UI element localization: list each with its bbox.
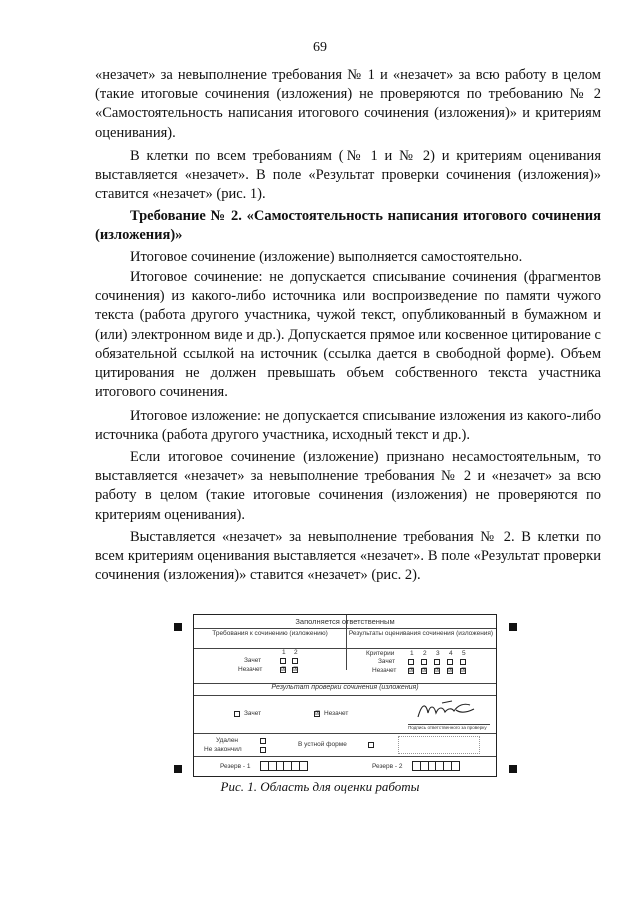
oral-form-label: В устной форме — [298, 741, 347, 748]
form-header: Заполняется ответственным — [295, 617, 395, 626]
registration-mark-bottom-right — [509, 765, 517, 773]
criteria-label: Критерии — [366, 650, 395, 657]
crit-number-3: 3 — [436, 650, 440, 657]
crit2-nezachet-checkbox[interactable]: ☒ — [422, 668, 428, 674]
crit1-zachet-checkbox[interactable] — [408, 659, 414, 665]
crit1-nezachet-checkbox[interactable]: ☒ — [409, 668, 415, 674]
requirement-2-heading: Требование № 2. «Самостоятельность написания итогового сочинения (изложения)» — [95, 208, 601, 244]
reserve-2-field[interactable] — [412, 761, 460, 771]
paragraph-2: В клетки по всем требованиям (№ 1 и № 2) и критериям оценивания выставляется «незачет». В поле «Результат проверки сочинения (изложения)» ставится «незачет» (рис. 1). — [95, 148, 601, 203]
page-number: 69 — [313, 40, 327, 55]
reserve-2-label: Резерв - 2 — [372, 763, 403, 770]
paragraph-3: Итоговое сочинение (изложение) выполняется самостоятельно. — [130, 249, 523, 265]
crit4-nezachet-checkbox[interactable]: ☒ — [448, 668, 454, 674]
paragraph-5: Итоговое изложение: не допускается списывание изложения из какого-либо источника (работа другого участника, исходный текст и др.). — [95, 408, 601, 444]
ne-zakonchil-checkbox[interactable] — [260, 747, 266, 753]
signature-caption: Подпись ответственного за проверку — [408, 725, 487, 730]
req2-zachet-checkbox[interactable] — [292, 658, 298, 664]
req-zachet-label: Зачет — [244, 657, 262, 664]
signature-icon — [412, 697, 482, 723]
stamp-field — [398, 736, 480, 754]
req-number-1: 1 — [282, 649, 286, 656]
crit2-zachet-checkbox[interactable] — [421, 659, 427, 665]
req1-zachet-checkbox[interactable] — [280, 658, 286, 664]
crit-zachet-label: Зачет — [378, 658, 396, 665]
paragraph-6: Если итоговое сочинение (изложение) признано несамостоятельным, то выставляется «незачет» за невыполнение требования № 2 и «незачет» за всю работу в целом (такие итоговые сочинения (изложения) не проверяются по критериям оценивания). — [95, 449, 601, 523]
crit3-nezachet-checkbox[interactable]: ☒ — [435, 668, 441, 674]
result-title: Результат проверки сочинения (изложения) — [271, 684, 419, 691]
crit-number-2: 2 — [423, 650, 427, 657]
oral-form-checkbox[interactable] — [368, 742, 374, 748]
crit5-zachet-checkbox[interactable] — [460, 659, 466, 665]
registration-mark-top-right — [509, 623, 517, 631]
req1-nezachet-checkbox[interactable]: ☒ — [281, 667, 287, 673]
crit5-nezachet-checkbox[interactable]: ☒ — [461, 668, 467, 674]
req-nezachet-label: Незачет — [238, 666, 263, 673]
evaluation-form — [193, 614, 497, 777]
criteria-heading: Результаты оценивания сочинения (изложения) — [348, 630, 494, 637]
req2-nezachet-checkbox[interactable]: ☒ — [293, 667, 299, 673]
figure-caption: Рис. 1. Область для оценки работы — [220, 779, 420, 794]
crit-number-1: 1 — [410, 650, 414, 657]
registration-mark-top-left — [174, 623, 182, 631]
result-zachet-label: Зачет — [244, 710, 262, 717]
paragraph-1: «незачет» за невыполнение требования № 1 и «незачет» за всю работу в целом (такие итоговые сочинения (изложения) не проверяются по требованию № 2 «Самостоятельность написания итогового сочинения (изложения)» и критериям оценивания). — [95, 67, 601, 141]
requirements-heading: Требования к сочинению (изложению) — [212, 630, 328, 637]
registration-mark-bottom-left — [174, 765, 182, 773]
reserve-1-field[interactable] — [260, 761, 308, 771]
paragraph-4: Итоговое сочинение: не допускается списывание сочинения (фрагментов сочинения) из какого-либо источника или воспроизведение по памяти чужого текста (работа другого участника, чужой текст, опубликованный в бумажном и (или) электронном виде и др.). Допускается прямое или косвенное цитирование с обязательной ссылкой на источник (ссылка дается в свободной форме). Объем цитирования не должен превышать объем собственного текста участника итогового сочинения. — [95, 269, 601, 401]
result-nezachet-checkbox[interactable]: ☒ — [315, 711, 321, 717]
req-number-2: 2 — [294, 649, 298, 656]
reserve-1-label: Резерв - 1 — [220, 763, 251, 770]
result-zachet-checkbox[interactable] — [234, 711, 240, 717]
udalen-checkbox[interactable] — [260, 738, 266, 744]
udalen-label: Удален — [216, 737, 239, 744]
crit-number-5: 5 — [462, 650, 466, 657]
crit3-zachet-checkbox[interactable] — [434, 659, 440, 665]
crit4-zachet-checkbox[interactable] — [447, 659, 453, 665]
crit-number-4: 4 — [449, 650, 453, 657]
paragraph-7: Выставляется «незачет» за невыполнение требования № 2. В клетки по всем критериям оценивания выставляется «незачет». В поле «Результат проверки сочинения (изложения)» ставится «незачет» (рис. 2). — [95, 529, 601, 584]
crit-nezachet-label: Незачет — [372, 667, 397, 674]
ne-zakonchil-label: Не закончил — [204, 746, 242, 753]
result-nezachet-label: Незачет — [324, 710, 349, 717]
